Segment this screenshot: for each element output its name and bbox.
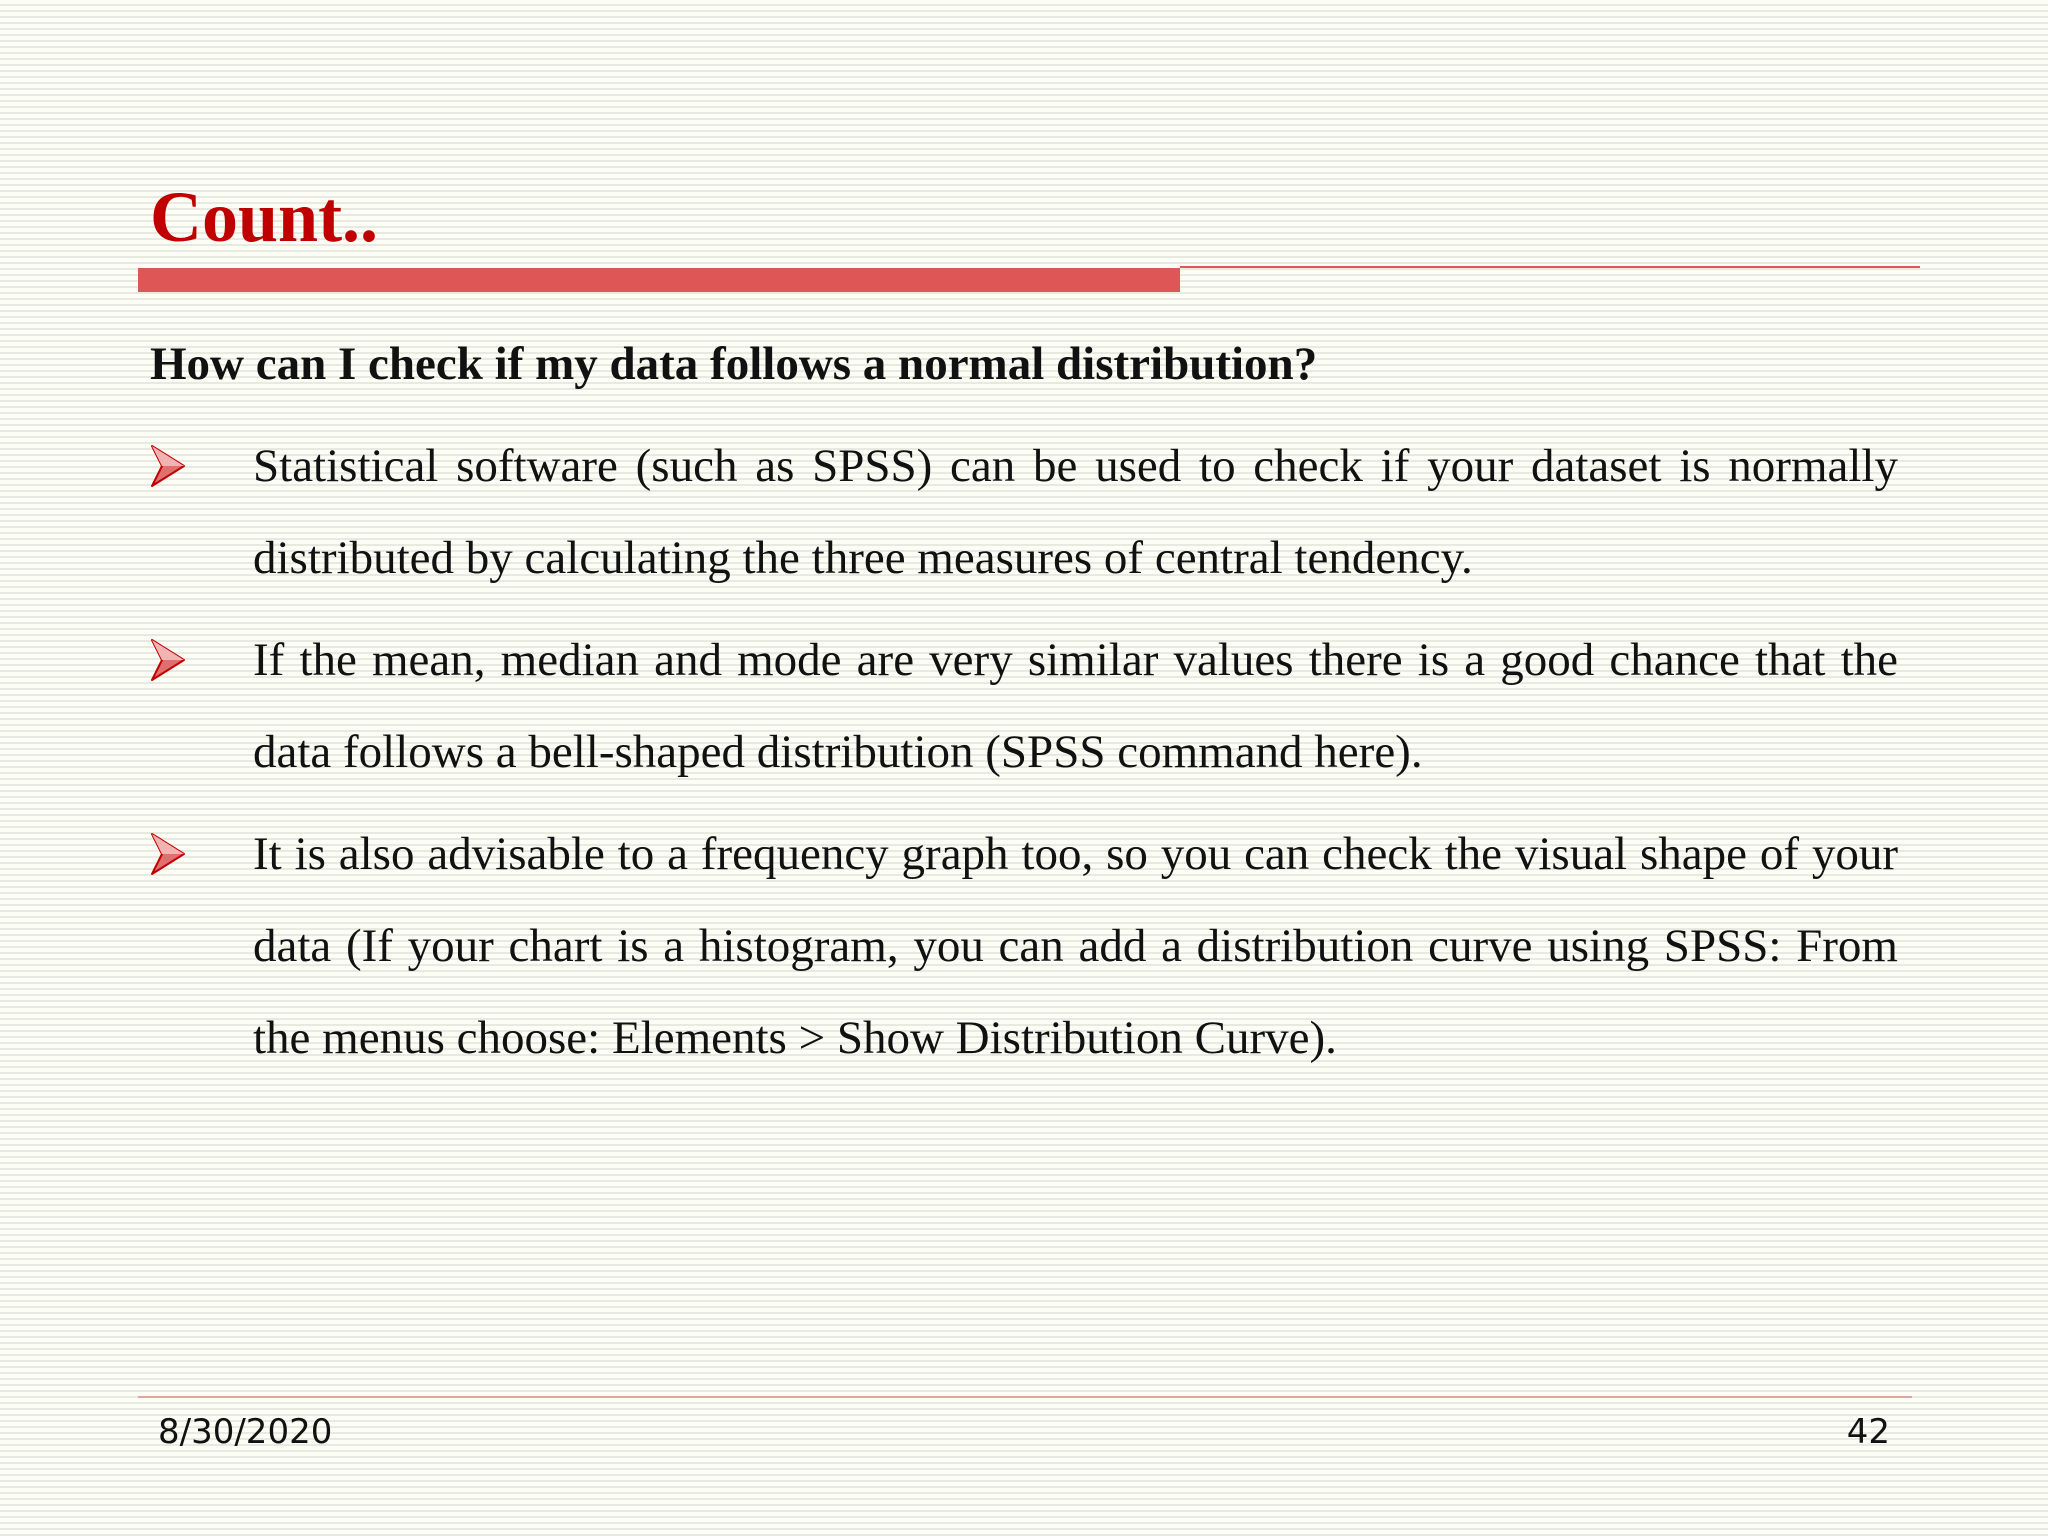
footer-date: 8/30/2020	[158, 1412, 333, 1452]
bullet-text: It is also advisable to a frequency graph too, so you can check the visual shape of your data (If your chart is a histogram, you can add a distribution curve using SPSS: From the menus choose: Elements > Show Distribution Curve).	[253, 828, 1898, 1064]
arrow-bullet-icon	[150, 444, 186, 488]
footer-divider	[138, 1396, 1912, 1398]
slide-question: How can I check if my data follows a normal distribution?	[150, 338, 1318, 390]
list-item	[150, 420, 1898, 604]
slide-title: Count..	[150, 177, 379, 257]
bullet-list	[150, 420, 1898, 1094]
page-number: 42	[1846, 1412, 1890, 1452]
arrow-bullet-icon	[150, 832, 186, 876]
bullet-text: Statistical software (such as SPSS) can be used to check if your dataset is normally distributed by calculating the three measures of central tendency.	[253, 440, 1898, 584]
list-item	[150, 808, 1898, 1084]
list-item	[150, 614, 1898, 798]
arrow-bullet-icon	[150, 638, 186, 682]
bullet-text: If the mean, median and mode are very similar values there is a good chance that the data follows a bell-shaped distribution (SPSS command here).	[253, 634, 1898, 778]
title-underline-thin	[1180, 266, 1920, 268]
title-underline-thick	[138, 268, 1180, 292]
